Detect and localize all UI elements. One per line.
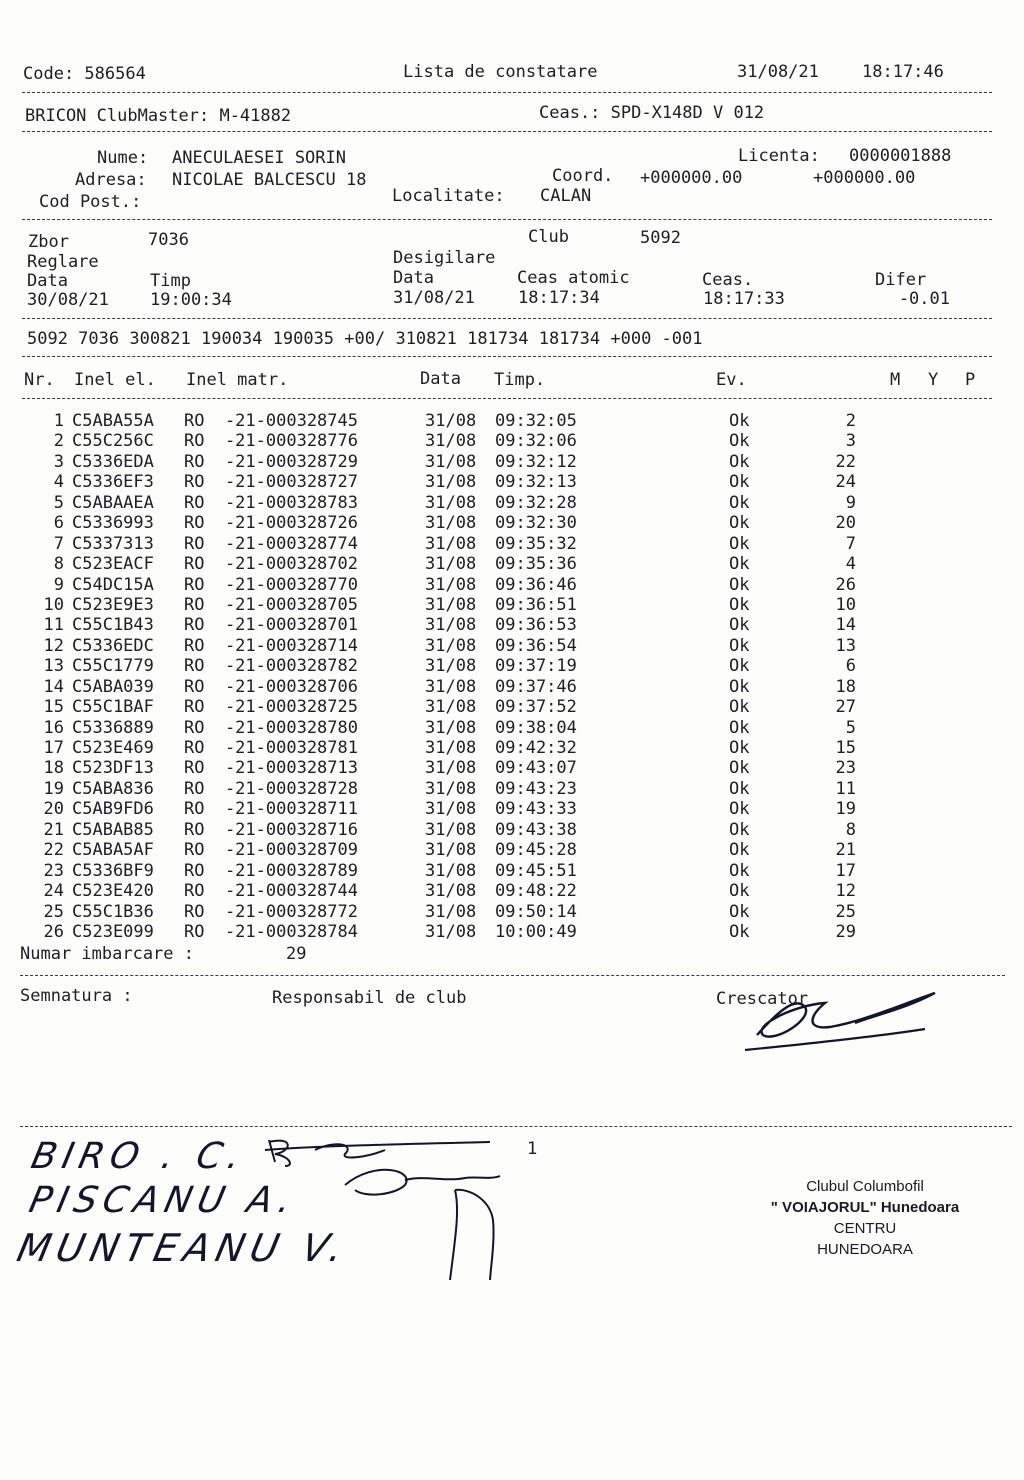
row-timp: 10:00:49 (495, 922, 577, 942)
table-row (0, 738, 1024, 758)
stamp-line-3: CENTRU (833, 1220, 897, 1237)
row-data: 31/08 (425, 881, 477, 902)
row-timp: 09:43:38 (495, 819, 577, 840)
desig-data-label: Data (393, 268, 434, 288)
row-inel-matr: RO -21-000328783 (184, 492, 358, 513)
col-inel-matr: Inel matr. (186, 370, 289, 390)
row-ev: Ok (729, 901, 750, 922)
row-ev: Ok (729, 656, 750, 677)
club-stamp (745, 1176, 985, 1260)
row-inel-matr: RO -21-000328711 (184, 799, 358, 820)
clock-id: Ceas.: SPD-X148D V 012 (539, 103, 765, 123)
row-m: 8 (845, 819, 856, 840)
owner-address: NICOLAE BALCESCU 18 (172, 170, 367, 190)
row-nr: 22 (43, 840, 64, 861)
document-title: Lista de constatare (403, 62, 598, 82)
nume-label: Nume: (97, 148, 149, 168)
row-inel-matr: RO -21-000328702 (184, 554, 358, 575)
row-inel-el: C55C1B36 (72, 901, 154, 922)
row-inel-el: C5336EDA (72, 451, 154, 472)
row-inel-el: C5ABA55A (72, 411, 154, 431)
row-timp: 09:42:32 (495, 738, 577, 759)
table-row (0, 697, 1024, 717)
row-timp: 09:45:28 (495, 840, 577, 861)
row-ev: Ok (729, 492, 750, 513)
table-row (0, 779, 1024, 799)
row-inel-el: C5ABA5AF (72, 840, 154, 861)
table-row (0, 554, 1024, 574)
row-ev: Ok (729, 860, 750, 881)
row-inel-matr: RO -21-000328716 (184, 819, 358, 840)
table-row (0, 575, 1024, 595)
row-m: 5 (845, 717, 856, 738)
row-data: 31/08 (425, 431, 477, 452)
row-timp: 09:37:46 (495, 676, 577, 697)
row-data: 31/08 (425, 758, 477, 779)
row-nr: 7 (53, 533, 64, 554)
header-time: 18:17:46 (862, 62, 944, 82)
numar-imbarcare-value: 29 (286, 944, 307, 964)
row-nr: 10 (43, 594, 64, 615)
row-data: 31/08 (425, 615, 477, 636)
coord-2: +000000.00 (813, 168, 916, 188)
separator (22, 356, 992, 357)
row-ev: Ok (729, 778, 750, 799)
owner-name: ANECULAESEI SORIN (172, 148, 346, 168)
row-timp: 09:37:52 (495, 697, 577, 718)
row-timp: 09:32:05 (495, 411, 577, 431)
row-inel-el: C523E420 (72, 881, 154, 902)
handwritten-name-2: PISCANU A. (25, 1180, 301, 1221)
reglare-timp: 19:00:34 (150, 290, 232, 310)
row-inel-el: C523E9E3 (72, 594, 154, 615)
document-code: Code: 586564 (23, 64, 146, 84)
desigilare-label: Desigilare (393, 248, 496, 268)
separator (20, 1126, 1012, 1127)
row-ev: Ok (729, 717, 750, 738)
table-row (0, 595, 1024, 615)
licenta-value: 0000001888 (849, 146, 952, 166)
row-nr: 21 (43, 819, 64, 840)
row-ev: Ok (729, 411, 750, 431)
row-timp: 09:35:36 (495, 554, 577, 575)
zbor-label: Zbor (28, 232, 69, 252)
row-inel-el: C5ABAB85 (72, 819, 154, 840)
row-ev: Ok (729, 472, 750, 493)
row-nr: 24 (43, 881, 64, 902)
row-data: 31/08 (425, 451, 477, 472)
row-nr: 13 (43, 656, 64, 677)
row-nr: 23 (43, 860, 64, 881)
row-data: 31/08 (425, 738, 477, 759)
row-nr: 3 (53, 451, 64, 472)
row-timp: 09:43:33 (495, 799, 577, 820)
header-date: 31/08/21 (737, 62, 819, 82)
row-nr: 4 (53, 472, 64, 493)
row-m: 20 (835, 513, 856, 534)
row-inel-el: C5ABA836 (72, 778, 154, 799)
row-timp: 09:35:32 (495, 533, 577, 554)
row-m: 10 (835, 594, 856, 615)
row-ev: Ok (729, 922, 750, 942)
row-ev: Ok (729, 513, 750, 534)
row-timp: 09:48:22 (495, 881, 577, 902)
row-inel-matr: RO -21-000328774 (184, 533, 358, 554)
row-ev: Ok (729, 451, 750, 472)
row-inel-el: C55C1779 (72, 656, 154, 677)
coord-label: Coord. (552, 166, 614, 186)
row-nr: 15 (43, 697, 64, 718)
row-inel-el: C5336993 (72, 513, 154, 534)
row-data: 31/08 (425, 697, 477, 718)
row-ev: Ok (729, 635, 750, 656)
row-data: 31/08 (425, 594, 477, 615)
separator (20, 975, 1005, 976)
club-value: 5092 (640, 228, 681, 248)
row-inel-matr: RO -21-000328709 (184, 840, 358, 861)
row-nr: 11 (43, 615, 64, 636)
row-inel-el: C523E469 (72, 738, 154, 759)
row-nr: 25 (43, 901, 64, 922)
row-ev: Ok (729, 676, 750, 697)
ceas-atomic-value: 18:17:34 (518, 288, 600, 308)
row-m: 19 (835, 799, 856, 820)
table-row (0, 840, 1024, 860)
row-inel-el: C5337313 (72, 533, 154, 554)
responsabil-label: Responsabil de club (272, 988, 467, 1008)
table-row (0, 677, 1024, 697)
row-data: 31/08 (425, 472, 477, 493)
row-inel-matr: RO -21-000328781 (184, 738, 358, 759)
row-inel-matr: RO -21-000328728 (184, 778, 358, 799)
row-data: 31/08 (425, 411, 477, 431)
stamp-line-2: " VOIAJORUL" Hunedoara (770, 1199, 960, 1216)
table-row (0, 636, 1024, 656)
row-timp: 09:36:54 (495, 635, 577, 656)
row-inel-el: C54DC15A (72, 574, 154, 595)
ceas-label: Ceas. (702, 270, 754, 290)
row-nr: 1 (53, 411, 64, 431)
row-inel-matr: RO -21-000328729 (184, 451, 358, 472)
row-data: 31/08 (425, 717, 477, 738)
row-nr: 17 (43, 738, 64, 759)
row-timp: 09:32:28 (495, 492, 577, 513)
row-inel-matr: RO -21-000328745 (184, 411, 358, 431)
row-inel-matr: RO -21-000328701 (184, 615, 358, 636)
stamp-line-4: HUNEDOARA (817, 1241, 913, 1258)
separator (22, 219, 992, 220)
crescator-signature (735, 985, 945, 1060)
semnatura-label: Semnatura : (20, 986, 133, 1006)
row-m: 7 (845, 533, 856, 554)
row-data: 31/08 (425, 554, 477, 575)
row-inel-matr: RO -21-000328789 (184, 860, 358, 881)
row-data: 31/08 (425, 819, 477, 840)
clubmaster-id: BRICON ClubMaster: M-41882 (25, 106, 292, 126)
row-ev: Ok (729, 799, 750, 820)
row-nr: 12 (43, 635, 64, 656)
row-timp: 09:43:23 (495, 778, 577, 799)
row-ev: Ok (729, 738, 750, 759)
row-ev: Ok (729, 554, 750, 575)
row-m: 12 (835, 881, 856, 902)
col-timp: Timp. (494, 370, 546, 390)
row-m: 27 (835, 697, 856, 718)
row-m: 9 (845, 492, 856, 513)
row-data: 31/08 (425, 901, 477, 922)
row-inel-el: C5ABAAEA (72, 492, 154, 513)
row-m: 11 (835, 778, 856, 799)
summary-code-line: 5092 7036 300821 190034 190035 +00/ 310821 181734 181734 +000 -001 (27, 329, 703, 349)
stamp-line-1: Clubul Columbofil (806, 1178, 924, 1195)
row-data: 31/08 (425, 574, 477, 595)
row-m: 3 (845, 431, 856, 452)
row-timp: 09:36:46 (495, 574, 577, 595)
table-row (0, 411, 1024, 431)
row-data: 31/08 (425, 799, 477, 820)
row-ev: Ok (729, 431, 750, 452)
table-row (0, 922, 1024, 942)
club-label: Club (528, 227, 569, 247)
row-ev: Ok (729, 840, 750, 861)
row-data: 31/08 (425, 513, 477, 534)
row-nr: 8 (53, 554, 64, 575)
handwritten-name-1: BIRO . C. (27, 1136, 250, 1177)
row-inel-matr: RO -21-000328780 (184, 717, 358, 738)
row-nr: 5 (53, 492, 64, 513)
reglare-timp-label: Timp (150, 271, 191, 291)
table-row (0, 513, 1024, 533)
table-row (0, 861, 1024, 881)
row-m: 22 (835, 451, 856, 472)
row-inel-el: C523EACF (72, 554, 154, 575)
row-nr: 18 (43, 758, 64, 779)
crescator-label: Crescator (716, 989, 809, 1009)
separator (22, 92, 992, 93)
row-inel-matr: RO -21-000328772 (184, 901, 358, 922)
table-row (0, 881, 1024, 901)
row-data: 31/08 (425, 533, 477, 554)
ceas-atomic-label: Ceas atomic (517, 268, 630, 288)
col-nr: Nr. (24, 370, 55, 390)
row-inel-matr: RO -21-000328784 (184, 922, 358, 942)
row-m: 6 (845, 656, 856, 677)
col-y: Y (928, 370, 939, 390)
row-nr: 26 (43, 922, 64, 942)
row-m: 18 (835, 676, 856, 697)
row-timp: 09:32:06 (495, 431, 577, 452)
row-m: 17 (835, 860, 856, 881)
adresa-label: Adresa: (75, 170, 147, 190)
row-m: 29 (835, 922, 856, 942)
row-timp: 09:45:51 (495, 860, 577, 881)
row-data: 31/08 (425, 922, 477, 942)
row-data: 31/08 (425, 635, 477, 656)
licenta-label: Licenta: (738, 146, 820, 166)
row-ev: Ok (729, 819, 750, 840)
row-m: 13 (835, 635, 856, 656)
row-m: 23 (835, 758, 856, 779)
row-nr: 19 (43, 778, 64, 799)
row-inel-matr: RO -21-000328705 (184, 594, 358, 615)
row-data: 31/08 (425, 860, 477, 881)
row-nr: 20 (43, 799, 64, 820)
row-inel-el: C5336EF3 (72, 472, 154, 493)
row-inel-el: C523E099 (72, 922, 154, 942)
col-p: P (965, 370, 976, 390)
row-m: 4 (845, 554, 856, 575)
difer-label: Difer (875, 270, 927, 290)
row-timp: 09:32:12 (495, 451, 577, 472)
col-m: M (890, 370, 901, 390)
page-number: 1 (527, 1139, 538, 1159)
difer-value: -0.01 (898, 289, 950, 309)
row-inel-el: C5AB9FD6 (72, 799, 154, 820)
row-inel-el: C55C1B43 (72, 615, 154, 636)
row-inel-el: C5336BF9 (72, 860, 154, 881)
table-row (0, 431, 1024, 451)
separator (22, 131, 992, 132)
table-row (0, 534, 1024, 554)
col-ev: Ev. (716, 370, 747, 390)
row-ev: Ok (729, 533, 750, 554)
row-ev: Ok (729, 615, 750, 636)
row-ev: Ok (729, 758, 750, 779)
row-ev: Ok (729, 574, 750, 595)
row-inel-matr: RO -21-000328744 (184, 881, 358, 902)
row-timp: 09:37:19 (495, 656, 577, 677)
row-m: 14 (835, 615, 856, 636)
row-nr: 16 (43, 717, 64, 738)
row-ev: Ok (729, 594, 750, 615)
table-row (0, 902, 1024, 922)
handwritten-name-3: MUNTEANU V. (13, 1226, 353, 1270)
codpost-label: Cod Post.: (39, 192, 142, 212)
row-nr: 2 (53, 431, 64, 452)
row-inel-matr: RO -21-000328726 (184, 513, 358, 534)
table-row (0, 718, 1024, 738)
row-inel-matr: RO -21-000328727 (184, 472, 358, 493)
table-row (0, 820, 1024, 840)
row-inel-matr: RO -21-000328706 (184, 676, 358, 697)
row-data: 31/08 (425, 676, 477, 697)
row-inel-matr: RO -21-000328725 (184, 697, 358, 718)
handwritten-signatures (255, 1130, 505, 1300)
table-row (0, 452, 1024, 472)
table-row (0, 656, 1024, 676)
row-timp: 09:36:51 (495, 594, 577, 615)
row-inel-matr: RO -21-000328776 (184, 431, 358, 452)
row-data: 31/08 (425, 778, 477, 799)
col-data: Data (420, 369, 461, 389)
row-inel-el: C5336889 (72, 717, 154, 738)
row-inel-matr: RO -21-000328770 (184, 574, 358, 595)
row-m: 15 (835, 738, 856, 759)
table-row (0, 615, 1024, 635)
zbor-value: 7036 (148, 230, 189, 250)
row-inel-matr: RO -21-000328782 (184, 656, 358, 677)
row-timp: 09:50:14 (495, 901, 577, 922)
separator (22, 398, 992, 399)
row-m: 2 (845, 411, 856, 431)
row-inel-el: C5336EDC (72, 635, 154, 656)
table-row (0, 799, 1024, 819)
row-nr: 9 (53, 574, 64, 595)
ceas-value: 18:17:33 (703, 289, 785, 309)
row-data: 31/08 (425, 656, 477, 677)
row-timp: 09:32:13 (495, 472, 577, 493)
row-inel-matr: RO -21-000328713 (184, 758, 358, 779)
row-inel-el: C523DF13 (72, 758, 154, 779)
row-timp: 09:43:07 (495, 758, 577, 779)
coord-1: +000000.00 (640, 168, 743, 188)
row-inel-el: C55C256C (72, 431, 154, 452)
localitate-value: CALAN (540, 186, 592, 206)
localitate-label: Localitate: (392, 186, 505, 206)
row-m: 24 (835, 472, 856, 493)
separator (22, 318, 992, 319)
row-m: 25 (835, 901, 856, 922)
row-data: 31/08 (425, 840, 477, 861)
desig-data: 31/08/21 (393, 288, 475, 308)
reglare-data-label: Data (27, 271, 68, 291)
table-row (0, 472, 1024, 492)
row-timp: 09:36:53 (495, 615, 577, 636)
col-inel-el: Inel el. (74, 370, 156, 390)
reglare-label: Reglare (27, 252, 99, 272)
row-m: 26 (835, 574, 856, 595)
row-data: 31/08 (425, 492, 477, 513)
row-timp: 09:38:04 (495, 717, 577, 738)
row-ev: Ok (729, 697, 750, 718)
row-inel-el: C5ABA039 (72, 676, 154, 697)
row-nr: 14 (43, 676, 64, 697)
row-inel-matr: RO -21-000328714 (184, 635, 358, 656)
table-row (0, 758, 1024, 778)
row-ev: Ok (729, 881, 750, 902)
row-inel-el: C55C1BAF (72, 697, 154, 718)
row-m: 21 (835, 840, 856, 861)
numar-imbarcare-label: Numar imbarcare : (20, 944, 194, 964)
row-timp: 09:32:30 (495, 513, 577, 534)
reglare-data: 30/08/21 (27, 290, 109, 310)
row-nr: 6 (53, 513, 64, 534)
table-row (0, 493, 1024, 513)
